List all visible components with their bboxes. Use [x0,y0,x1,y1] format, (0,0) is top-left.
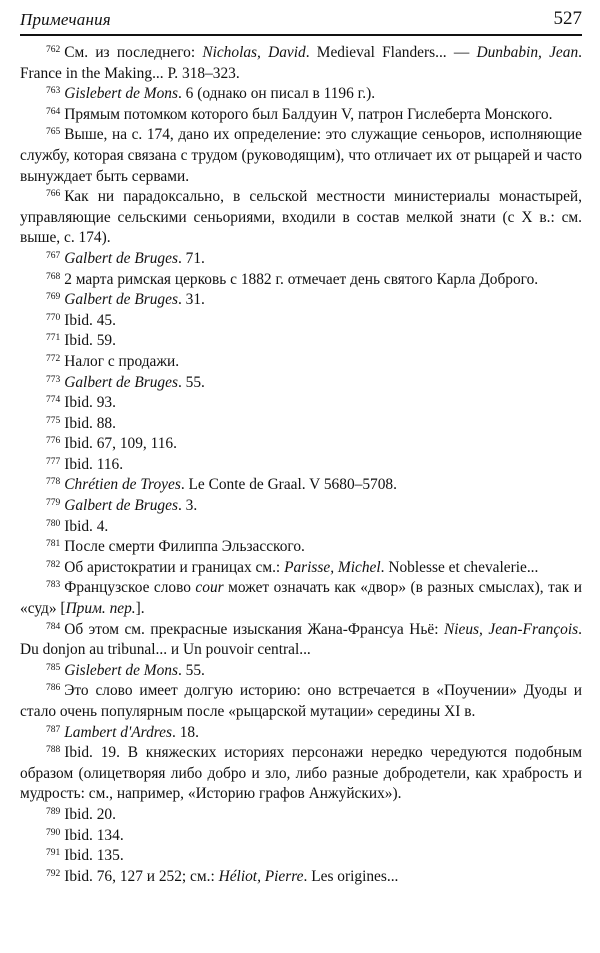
footnote-788 [20,743,582,805]
footnote-770 [20,311,582,332]
footnote-text: Ibid. 93. [64,394,116,412]
footnote-number: 787 [46,724,61,735]
footnote-number: 789 [46,806,61,817]
footnote-number: 774 [46,395,61,406]
footnote-text: Ibid. 134. [64,826,124,844]
footnote-text: . Noblesse et chevalerie... [380,558,539,576]
footnote-771 [20,331,582,352]
footnote-number: 766 [46,189,61,200]
footnote-text: Ibid. 4. [64,517,109,535]
footnote-776 [20,434,582,455]
footnote-777 [20,455,582,476]
footnote-text: Ibid. 116. [64,455,124,473]
footnote-number: 778 [46,477,61,488]
footnote-citation: Parisse, Michel [284,558,381,576]
footnote-text: Ibid. 19. В княжеских историях персонажи нередко чередуются подобным образом (олицетворяя либо добро и зло, либо разные добродетели, как храбрость и мудрость: см., например, «Историю графов Анжуйских»). [20,744,582,803]
footnote-779 [20,496,582,517]
footnote-775 [20,414,582,435]
footnote-text: . 55. [177,661,205,679]
footnote-citation: Galbert de Bruges [64,373,178,391]
footnote-number: 770 [46,312,61,323]
footnote-781 [20,537,582,558]
footnote-number: 775 [46,415,61,426]
footnote-790 [20,826,582,847]
footnote-767 [20,249,582,270]
footnote-number: 763 [46,86,61,97]
footnote-785 [20,661,582,682]
header-rule [20,34,582,36]
footnote-citation: Gislebert de Mons [64,85,178,103]
running-title: Примечания [20,10,111,29]
footnote-791 [20,846,582,867]
footnote-number: 786 [46,683,61,694]
footnote-763 [20,84,582,105]
footnote-text: Об аристократии и границах см.: [64,558,285,576]
footnote-text: Выше, на с. 174, дано их определение: это служащие сеньоров, исполняющие службу, которая связана с трудом (руководящим), что отличает их от рыцарей и часто вынуждает быть сервами. [20,126,582,185]
footnote-text: Французское слово [64,579,196,597]
footnote-text: Ibid. 20. [64,805,116,823]
footnote-text: . France in the Making... P. 318–323. [20,44,583,82]
footnote-number: 780 [46,518,61,529]
footnote-number: 784 [46,621,61,632]
footnote-768 [20,270,582,291]
footnote-text: ]. [135,600,145,618]
footnote-number: 765 [46,127,61,138]
footnote-citation: Chrétien de Troyes [64,476,181,494]
footnote-citation: Gislebert de Mons [64,661,178,679]
footnote-citation: cour [195,579,224,597]
footnote-text: . Du donjon au tribunal... и Un pouvoir central... [20,620,582,659]
footnote-number: 773 [46,374,61,385]
footnote-citation: Galbert de Bruges [64,497,178,515]
footnote-number: 769 [46,292,61,303]
book-page [20,0,582,953]
footnote-number: 772 [46,353,61,364]
footnote-number: 767 [46,250,61,261]
running-head [20,8,582,34]
footnote-number: 762 [46,45,61,55]
footnote-792 [20,867,582,888]
footnote-786 [20,681,582,722]
footnote-text: . Les origines... [303,867,399,885]
footnote-text: Ibid. 59. [64,332,116,350]
footnote-783 [20,578,582,619]
footnote-784 [20,620,582,661]
footnote-text: . Le Conte de Graal. V 5680–5708. [180,476,397,494]
footnote-text: . 6 (однако он писал в 1196 г.). [177,85,376,103]
footnote-citation: Héliot, Pierre [218,867,304,885]
footnote-text: 2 марта римская церковь с 1882 г. отмечает день святого Карла Доброго. [64,270,539,288]
footnote-text: Налог с продажи. [64,352,180,370]
footnote-762 [20,43,582,84]
footnote-text: . 55. [177,373,205,391]
footnote-766 [20,187,582,249]
footnote-citation: Lambert d'Ardres [64,723,172,741]
footnote-number: 783 [46,580,61,591]
footnote-number: 764 [46,106,61,117]
footnotes-list [20,43,582,887]
footnote-780 [20,517,582,538]
footnote-number: 785 [46,662,61,673]
footnote-text: Ibid. 67, 109, 116. [64,435,177,453]
footnote-764 [20,105,582,126]
footnote-text: . 18. [172,723,199,741]
footnote-text: . 31. [177,291,205,309]
footnote-number: 779 [46,498,61,509]
footnote-773 [20,373,582,394]
footnote-text: Прямым потомком которого был Балдуин V, патрон Гислеберта Монского. [64,105,553,123]
footnote-citation: Galbert de Bruges [64,291,178,309]
page-number: 527 [553,8,582,29]
footnote-789 [20,805,582,826]
footnote-number: 782 [46,559,61,570]
footnote-text: . 3. [177,497,198,515]
footnote-text: Ibid. 76, 127 и 252; см.: [64,867,219,885]
footnote-citation: Galbert de Bruges [64,249,178,267]
footnote-text: Ibid. 45. [64,311,116,329]
footnote-citation: Nicholas, David [202,44,306,61]
footnote-citation: Dunbabin, Jean [476,44,579,61]
footnote-778 [20,475,582,496]
footnote-782 [20,558,582,579]
footnote-text: Об этом см. прекрасные изыскания Жана-Франсуа Ньё: [64,620,444,638]
footnote-citation: Прим. пер. [65,600,136,618]
footnote-text: . Medieval Flanders... — [305,44,477,61]
footnote-number: 768 [46,271,61,282]
footnote-text: Это слово имеет долгую историю: оно встречается в «Поучении» Дуоды и стало очень популярным после «рыцарской мутации» середины XI в. [20,682,582,720]
footnote-number: 781 [46,539,61,550]
footnote-text: Как ни парадоксально, в сельской местности министериалы монастырей, управляющие сельскими сеньориями, входили в состав мелкой знати (с X в.: см. выше, с. 174). [20,188,582,247]
footnote-citation: Nieus, Jean-François [443,620,579,638]
footnote-number: 790 [46,827,61,838]
footnote-text: См. из последнего: [64,44,203,61]
footnote-number: 776 [46,436,61,447]
footnote-774 [20,393,582,414]
footnote-number: 788 [46,745,61,756]
footnote-number: 771 [46,333,61,344]
footnote-765 [20,125,582,187]
footnote-number: 791 [46,848,61,859]
footnote-text: . 71. [177,249,205,267]
footnote-text: Ibid. 88. [64,414,116,432]
footnote-number: 792 [46,868,61,879]
footnote-769 [20,290,582,311]
footnote-772 [20,352,582,373]
footnote-text: После смерти Филиппа Эльзасского. [64,538,305,556]
footnote-text: Ibid. 135. [64,847,124,865]
footnote-787 [20,723,582,744]
footnote-number: 777 [46,456,61,467]
footnote-text: может означать как «двор» (в разных смыслах), так и «суд» [ [20,579,582,618]
